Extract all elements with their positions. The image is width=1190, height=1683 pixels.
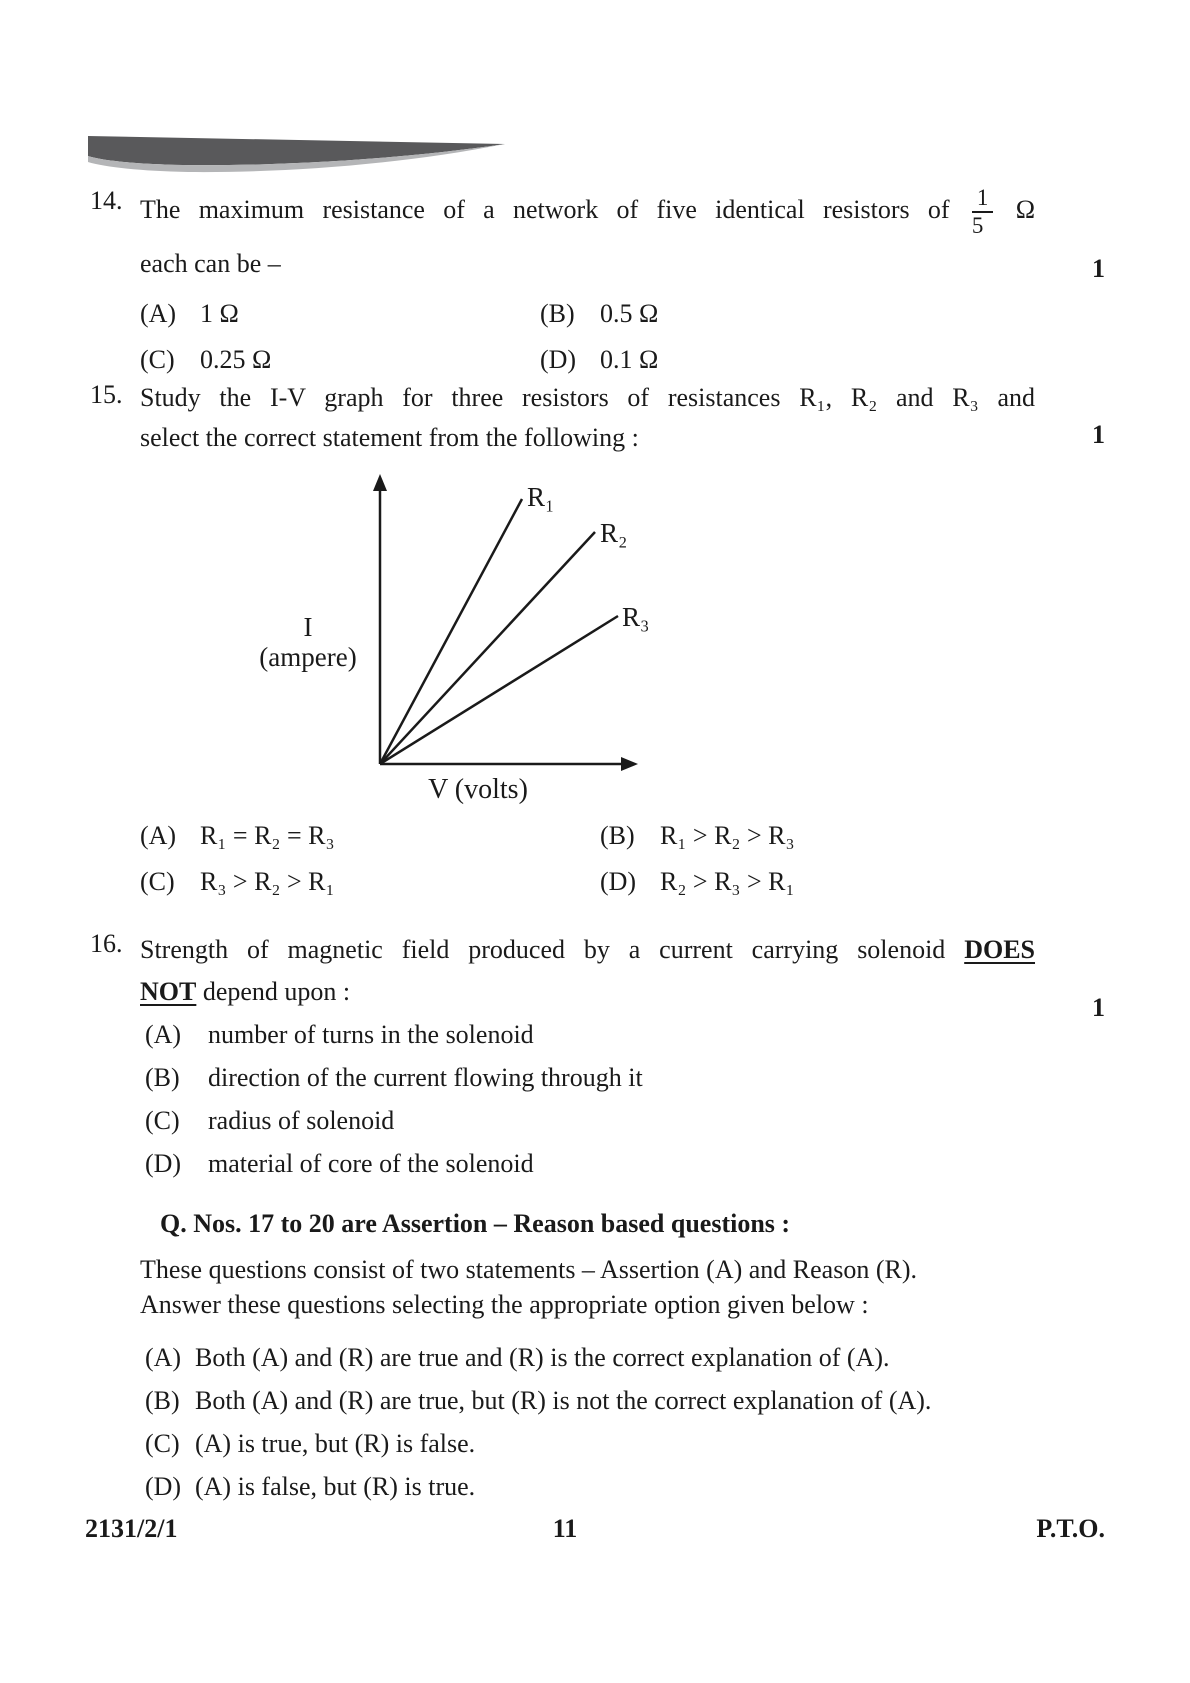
r2-line [380,532,595,764]
option-text: radius of solenoid [208,1106,395,1135]
question-14 [85,186,1105,378]
r1-line [380,499,522,764]
option-b [140,1056,1035,1099]
stem-text: depend upon : [202,977,351,1006]
r1-label: R₁ [527,482,555,512]
option-text: Both (A) and (R) are true, but (R) is not the correct explanation of (A). [195,1386,932,1415]
option-a [140,296,540,332]
option-label: (D) [145,1149,182,1178]
option-b [540,296,1035,332]
fraction-unit: Ω [1015,195,1036,225]
stem-text: The maximum resistance of a network of five identical resistors of [140,195,950,225]
options-grid [140,296,1035,378]
intro-line1: These questions consist of two statements – Assertion (A) and Reason (R). [140,1255,917,1284]
option-text: direction of the current flowing through it [208,1063,643,1092]
y-axis-arrow [373,474,387,491]
option-c [140,1422,1035,1465]
option-text: Both (A) and (R) are true and (R) is the correct explanation of (A). [195,1343,890,1372]
assertion-reason-options [140,1336,1035,1508]
question-stem-line2: select the correct statement from the following : [140,423,639,452]
option-b [140,1379,1035,1422]
option-label: (C) [145,1429,180,1458]
y-axis-label-symbol: I [303,612,313,642]
option-d [600,864,1035,900]
r2-label: R₂ [600,518,628,548]
option-d [540,342,1035,378]
option-c [140,864,600,900]
option-text: R₃ > R₂ > R₁ [200,867,335,896]
pto-label: P.T.O. [1036,1514,1105,1543]
question-stem-line1 [140,186,1035,238]
question-number: 15. [90,380,123,409]
assertion-reason-section [85,1206,1105,1508]
option-c [140,1099,1035,1142]
question-number: 16. [90,929,123,958]
question-stem-line2 [140,971,1035,1013]
option-text: 0.5 Ω [600,299,659,329]
page-number: 11 [552,1514,578,1543]
question-stem-line1 [140,929,1035,971]
option-c [140,342,540,378]
marks-badge: 1 [1092,254,1105,283]
option-a [140,818,600,854]
page-footer [85,1514,1105,1544]
option-text: material of core of the solenoid [208,1149,534,1178]
header-swoosh-graphic [88,134,518,178]
option-label: (B) [600,821,635,850]
fraction-denominator: 5 [971,213,984,239]
stem-text: Strength of magnetic field produced by a current carrying solenoid [140,935,946,964]
option-label: (A) [140,821,177,850]
paper-code: 2131/2/1 [85,1514,178,1543]
options-list [140,1013,1035,1185]
question-stem-line2: each can be – [140,249,281,279]
option-text: 0.1 Ω [600,345,659,375]
option-text: R₂ > R₃ > R₁ [660,867,795,896]
x-axis-label: V (volts) [428,774,528,805]
option-label: (A) [140,299,177,329]
option-a [140,1336,1035,1379]
marks-badge: 1 [1092,420,1105,449]
question-16 [85,929,1105,1185]
option-a [140,1013,1035,1056]
option-text: 1 Ω [200,299,239,329]
option-b [600,818,1035,854]
option-label: (D) [145,1472,182,1501]
intro-line2: Answer these questions selecting the appropriate option given below : [140,1290,869,1319]
option-label: (A) [145,1343,182,1372]
option-d [140,1465,1035,1508]
marks-badge: 1 [1092,993,1105,1022]
r3-line [380,616,618,764]
option-label: (D) [600,867,637,896]
option-text: R₁ = R₂ = R₃ [200,821,335,850]
stem-emphasis-not: NOT [140,977,197,1006]
stem-emphasis-does: DOES [964,935,1036,964]
option-d [140,1142,1035,1185]
question-number: 14. [90,186,123,215]
option-label: (B) [145,1386,180,1415]
question-stem-line1: Study the I-V graph for three resistors of resistances R₁, R₂ and R₃ and [140,383,1035,412]
option-label: (B) [145,1063,180,1092]
x-axis-arrow [621,757,638,771]
option-text: number of turns in the solenoid [208,1020,534,1049]
assertion-reason-heading: Q. Nos. 17 to 20 are Assertion – Reason based questions : [160,1209,791,1238]
assertion-reason-intro [140,1252,1035,1322]
iv-graph [250,464,650,809]
swoosh-dark-shape [88,136,505,165]
option-text: (A) is true, but (R) is false. [195,1429,476,1458]
option-label: (C) [145,1106,180,1135]
fraction-one-fifth [972,186,994,238]
question-15 [85,380,1105,900]
fraction-numerator: 1 [972,186,994,213]
iv-graph-figure [250,464,1035,816]
option-text: R₁ > R₂ > R₃ [660,821,795,850]
options-grid [140,818,1035,900]
option-text: 0.25 Ω [200,345,272,375]
option-label: (C) [140,867,175,896]
option-text: (A) is false, but (R) is true. [195,1472,476,1501]
option-label: (D) [540,345,577,375]
y-axis-label-unit: (ampere) [259,642,357,672]
option-label: (A) [145,1020,182,1049]
option-label: (C) [140,345,175,375]
r3-label: R₃ [622,602,650,632]
option-label: (B) [540,299,575,329]
